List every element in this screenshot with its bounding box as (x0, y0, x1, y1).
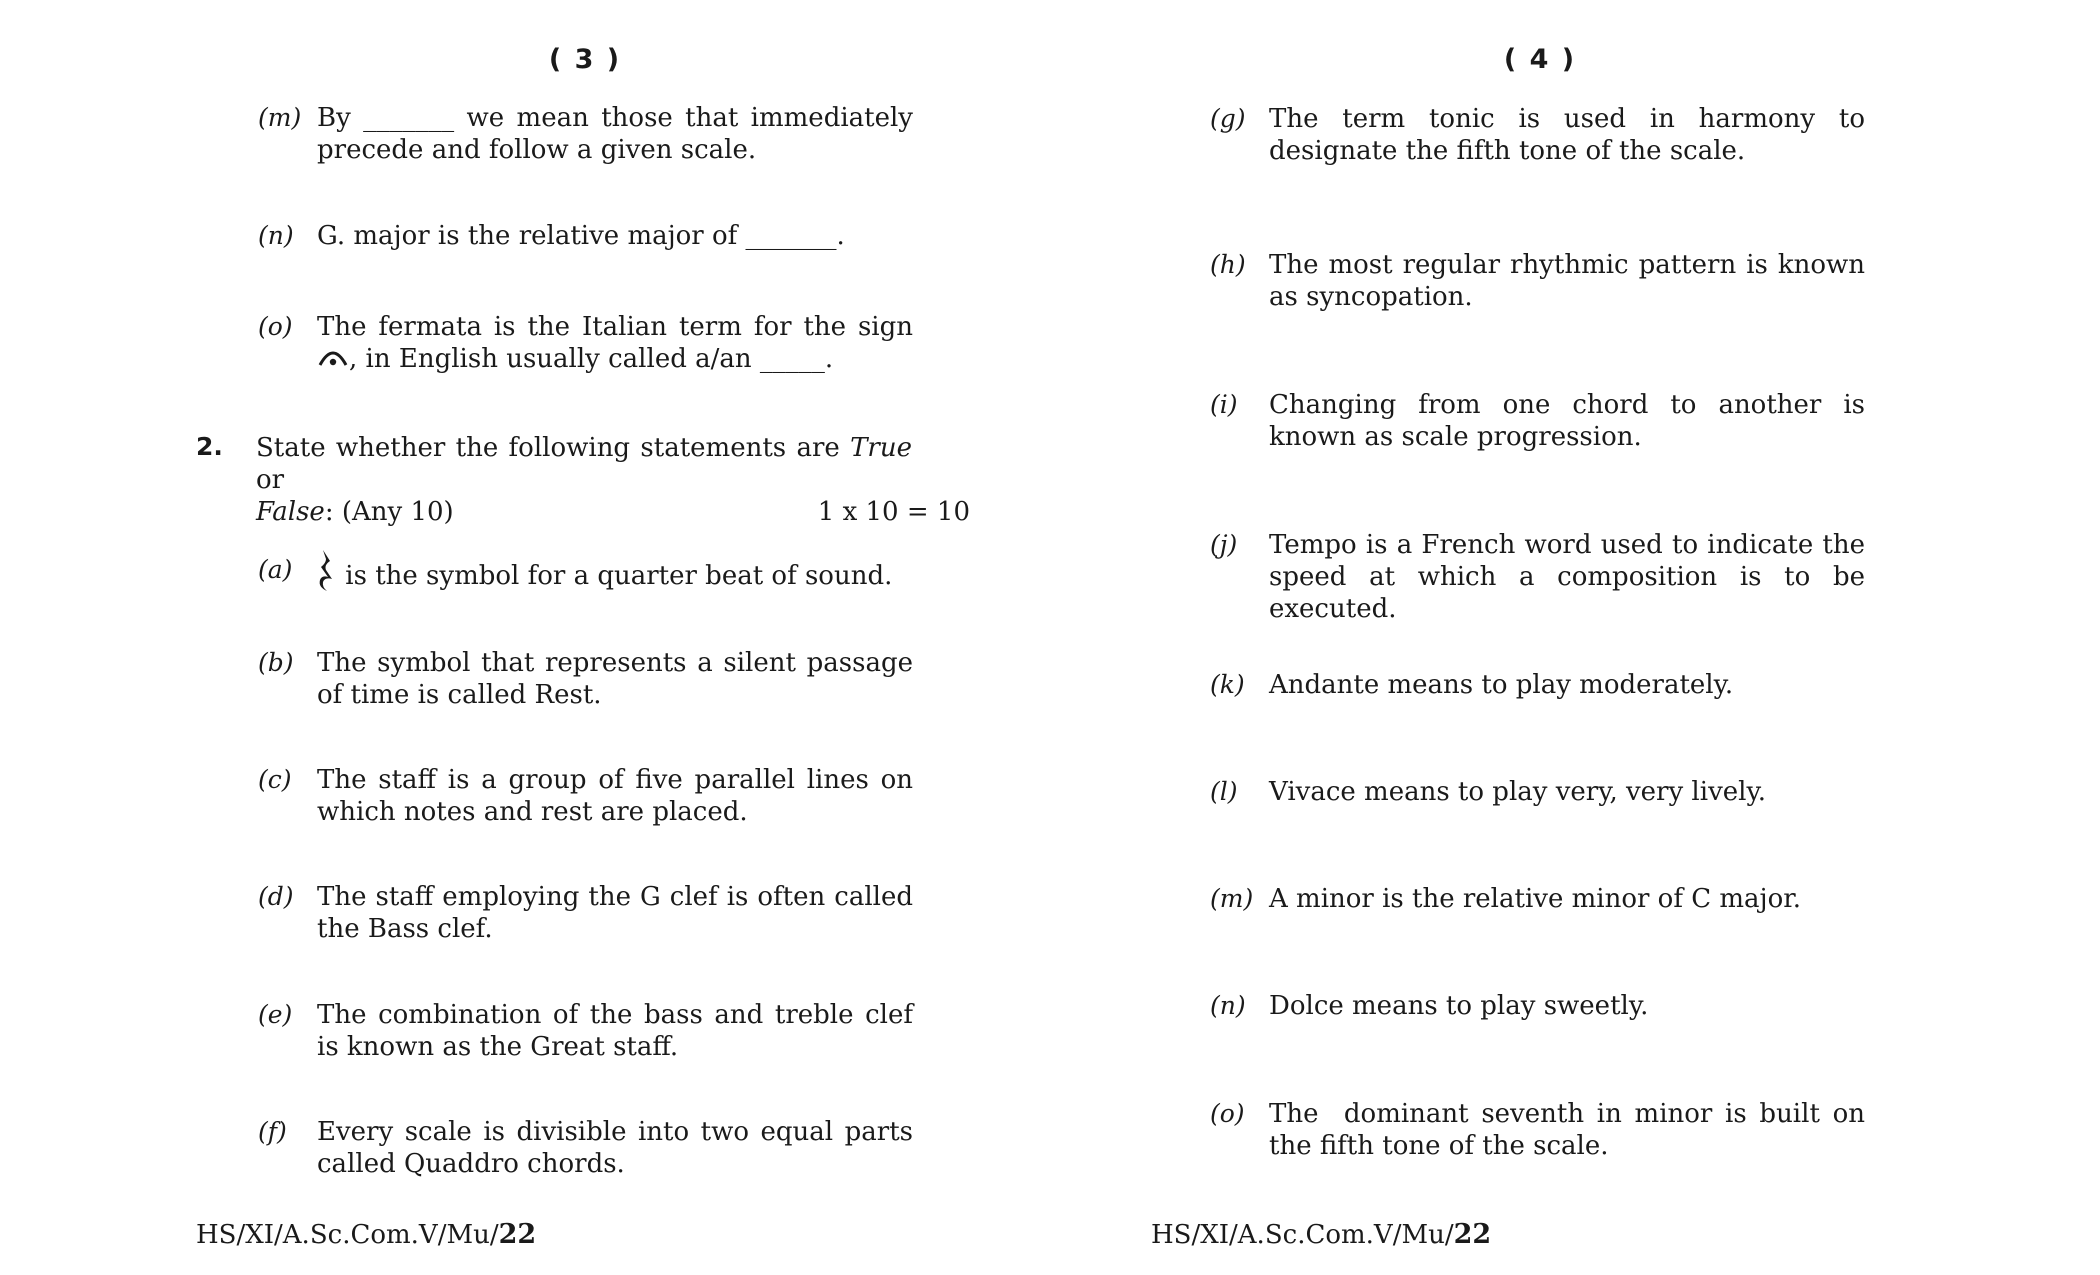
item-text: The most regular rhythmic pattern is known as syncopation. (1269, 250, 1865, 312)
marks: 1 x 10 = 10 (817, 497, 970, 527)
fermata-icon (317, 344, 349, 376)
footer-year: 22 (498, 1219, 537, 1250)
item-text: G. major is the relative major of _______. (317, 221, 845, 251)
item-text (317, 311, 913, 376)
item-text-content: is the symbol for a quarter beat of sound. (345, 561, 893, 591)
item-label: (b) (258, 648, 294, 677)
item-label: (m) (1210, 884, 1254, 913)
question-number: 2. (196, 432, 223, 461)
item-label: (g) (1210, 104, 1246, 133)
page-number: ( 3 ) (548, 44, 622, 75)
word-true: True (850, 433, 912, 463)
item-label: (k) (1210, 670, 1245, 699)
item-text: Dolce means to play sweetly. (1269, 991, 1649, 1021)
item-label: (d) (258, 882, 294, 911)
item-text: Andante means to play moderately. (1269, 670, 1734, 700)
item-text: The staff employing the G clef is often called the Bass clef. (317, 882, 913, 944)
question-text-line1: State whether the following statements are True or (256, 433, 912, 495)
footer-code-text: HS/XI/A.Sc.Com.V/Mu/ (196, 1220, 499, 1250)
item-text: Vivace means to play very, very lively. (1269, 777, 1766, 807)
item-text: A minor is the relative minor of C major. (1269, 884, 1802, 914)
item-text: The staff is a group of five parallel lines on which notes and rest are placed. (317, 765, 913, 827)
item-label: (a) (258, 555, 293, 584)
item-text-after: , in English usually called a/an _____. (349, 344, 834, 374)
item-label: (i) (1210, 390, 1238, 419)
item-text: Tempo is a French word used to indicate the speed at which a composition is to be executed. (1269, 530, 1865, 624)
item-text: By _______ we mean those that immediately precede and follow a given scale. (317, 103, 913, 165)
question-2-instruction (256, 432, 970, 528)
item-text: The symbol that represents a silent passage of time is called Rest. (317, 648, 913, 710)
page-4 (1050, 0, 2100, 1275)
item-text: The term tonic is used in harmony to designate the fifth tone of the scale. (1269, 104, 1865, 166)
item-label: (e) (258, 1000, 293, 1029)
footer-code (1151, 1219, 1491, 1250)
item-text: Every scale is divisible into two equal parts called Quaddro chords. (317, 1117, 913, 1179)
item-label: (f) (258, 1117, 287, 1146)
question-text-line2 (256, 496, 970, 528)
item-label: (o) (1210, 1099, 1245, 1128)
item-label: (h) (1210, 250, 1246, 279)
item-label: (j) (1210, 530, 1238, 559)
item-label: (c) (258, 765, 292, 794)
quarter-rest-icon (317, 554, 337, 600)
page-number: ( 4 ) (1503, 44, 1577, 75)
word-false: False (256, 497, 325, 527)
any-ten: : (Any 10) (324, 497, 454, 527)
footer-code-text: HS/XI/A.Sc.Com.V/Mu/ (1151, 1220, 1454, 1250)
item-text: The combination of the bass and treble clef is known as the Great staff. (317, 1000, 913, 1062)
item-label: (n) (1210, 991, 1246, 1020)
footer-year: 22 (1453, 1219, 1492, 1250)
item-text: Changing from one chord to another is known as scale progression. (1269, 390, 1865, 452)
footer-code (196, 1219, 536, 1250)
item-label: (n) (258, 221, 294, 250)
item-text: The dominant seventh in minor is built on the fifth tone of the scale. (1269, 1099, 1874, 1161)
item-text (317, 554, 913, 600)
item-text-before: The fermata is the Italian term for the sign (317, 312, 913, 342)
item-label: (m) (258, 103, 302, 132)
item-label: (o) (258, 312, 293, 341)
item-label: (l) (1210, 777, 1238, 806)
